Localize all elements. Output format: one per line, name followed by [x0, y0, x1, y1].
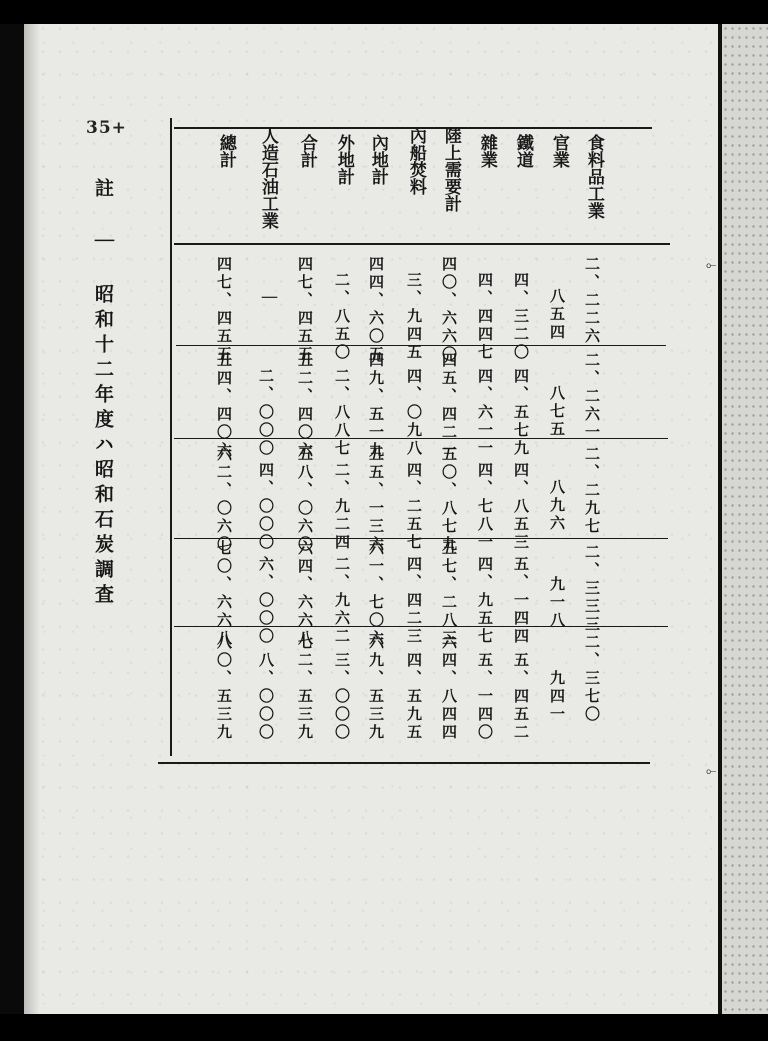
- table-cell: 八七五: [548, 385, 566, 439]
- table-cell: 四七、四五五: [215, 256, 233, 364]
- table-cell: 七〇、六六八: [215, 540, 233, 648]
- table-cell: 二、二九七: [583, 446, 601, 536]
- table-cell: 二、九六二: [333, 556, 351, 646]
- table-cell: 四、〇〇〇: [257, 462, 275, 552]
- table-cell: 八九六: [548, 479, 566, 533]
- table-cell: 二、八八七: [333, 368, 351, 458]
- table-cell: 二、二六一: [583, 352, 601, 442]
- table-cell: 四、七八一: [476, 462, 494, 552]
- header-subtotal: 合計: [296, 134, 317, 168]
- table-cell: 四七、四五五: [296, 256, 314, 364]
- table-cell: 五七、二八三: [440, 540, 458, 648]
- table-footnote: 註 ｜ 昭和十二年度ハ昭和石炭調査: [92, 178, 114, 609]
- table-cell: 五〇、八七九: [440, 446, 458, 554]
- table-cell: 三、〇〇〇: [333, 652, 351, 742]
- table-cell: 七二、五三九: [296, 634, 314, 742]
- table-cell: 六四、六六八: [296, 540, 314, 648]
- table-bottom-rule: [158, 762, 650, 764]
- header-synthetic-oil-industry: 人造石油工業: [257, 127, 278, 229]
- table-cell: 四、九五七: [476, 556, 494, 646]
- table-cell: 二、二二六: [583, 256, 601, 346]
- header-land-demand-total: 陸上需要計: [440, 127, 461, 212]
- table-cell: 八〇、五三九: [215, 634, 233, 742]
- table-cell: 三、九四五: [405, 272, 423, 362]
- binding-mark-lower: ⟜: [706, 764, 717, 779]
- table-cell: 四四、六〇五: [367, 256, 385, 364]
- table-cell: 二、〇〇〇: [257, 368, 275, 458]
- table-cell: 二、三七〇: [583, 634, 601, 724]
- header-overseas-total: 外地計: [333, 134, 354, 185]
- table-cell: 四、五七九: [512, 368, 530, 458]
- table-cell: 四、三二〇: [512, 272, 530, 362]
- header-railway: 鐵道: [512, 134, 533, 168]
- table-cell: 六九、五三九: [367, 634, 385, 742]
- table-cell: 四、四四七: [476, 272, 494, 362]
- table-cell: ｜: [260, 290, 278, 308]
- table-cell: 四五、四二一: [440, 352, 458, 460]
- header-mainland-total: 內地計: [367, 134, 388, 185]
- table-cell: 五八、〇六〇: [296, 446, 314, 554]
- header-grand-total: 總計: [215, 134, 236, 168]
- table-cell: 八、〇〇〇: [257, 652, 275, 742]
- table-cell: 二、三三三: [583, 544, 601, 634]
- table-cell: 四九、五一九: [367, 352, 385, 460]
- table-left-rule: [170, 118, 172, 756]
- header-domestic-ship-fuel: 內船焚料: [405, 127, 426, 195]
- table-cell: 五五、一三六: [367, 446, 385, 554]
- table-cell: 五二、四〇六: [296, 352, 314, 460]
- table-cell: 四、四二三: [405, 556, 423, 646]
- table-cell: 九四一: [548, 670, 566, 724]
- table-cell: 四、二五七: [405, 462, 423, 552]
- header-miscellaneous: 雜業: [476, 134, 497, 168]
- table-cell: 八五四: [548, 288, 566, 342]
- header-government: 官業: [548, 134, 569, 168]
- table-cell: 五、四五二: [512, 652, 530, 742]
- table-cell: 二、八五〇: [333, 272, 351, 362]
- binding-mark-upper: ⟜: [706, 258, 717, 273]
- page-number: 35+: [86, 118, 127, 138]
- table-cell: 五、一四〇: [476, 652, 494, 742]
- table-cell: 五、一四四: [512, 556, 530, 646]
- table-cell: 四、五九五: [405, 652, 423, 742]
- table-cell: 六、〇〇〇: [257, 556, 275, 646]
- table-cell: 四、〇九八: [405, 368, 423, 458]
- table-cell: 五四、四〇六: [215, 352, 233, 460]
- table-cell: 四、八五三: [512, 462, 530, 552]
- table-cell: 六四、八四四: [440, 634, 458, 742]
- table-cell: 六一、七〇六: [367, 540, 385, 648]
- table-cell: 四、六一一: [476, 368, 494, 458]
- table-cell: 四〇、六六〇: [440, 256, 458, 364]
- table-cell: 二、九二四: [333, 462, 351, 552]
- table-cell: 六二、〇六〇: [215, 446, 233, 554]
- table-cell: 九一八: [548, 576, 566, 630]
- header-food-industry: 食料品工業: [583, 134, 604, 219]
